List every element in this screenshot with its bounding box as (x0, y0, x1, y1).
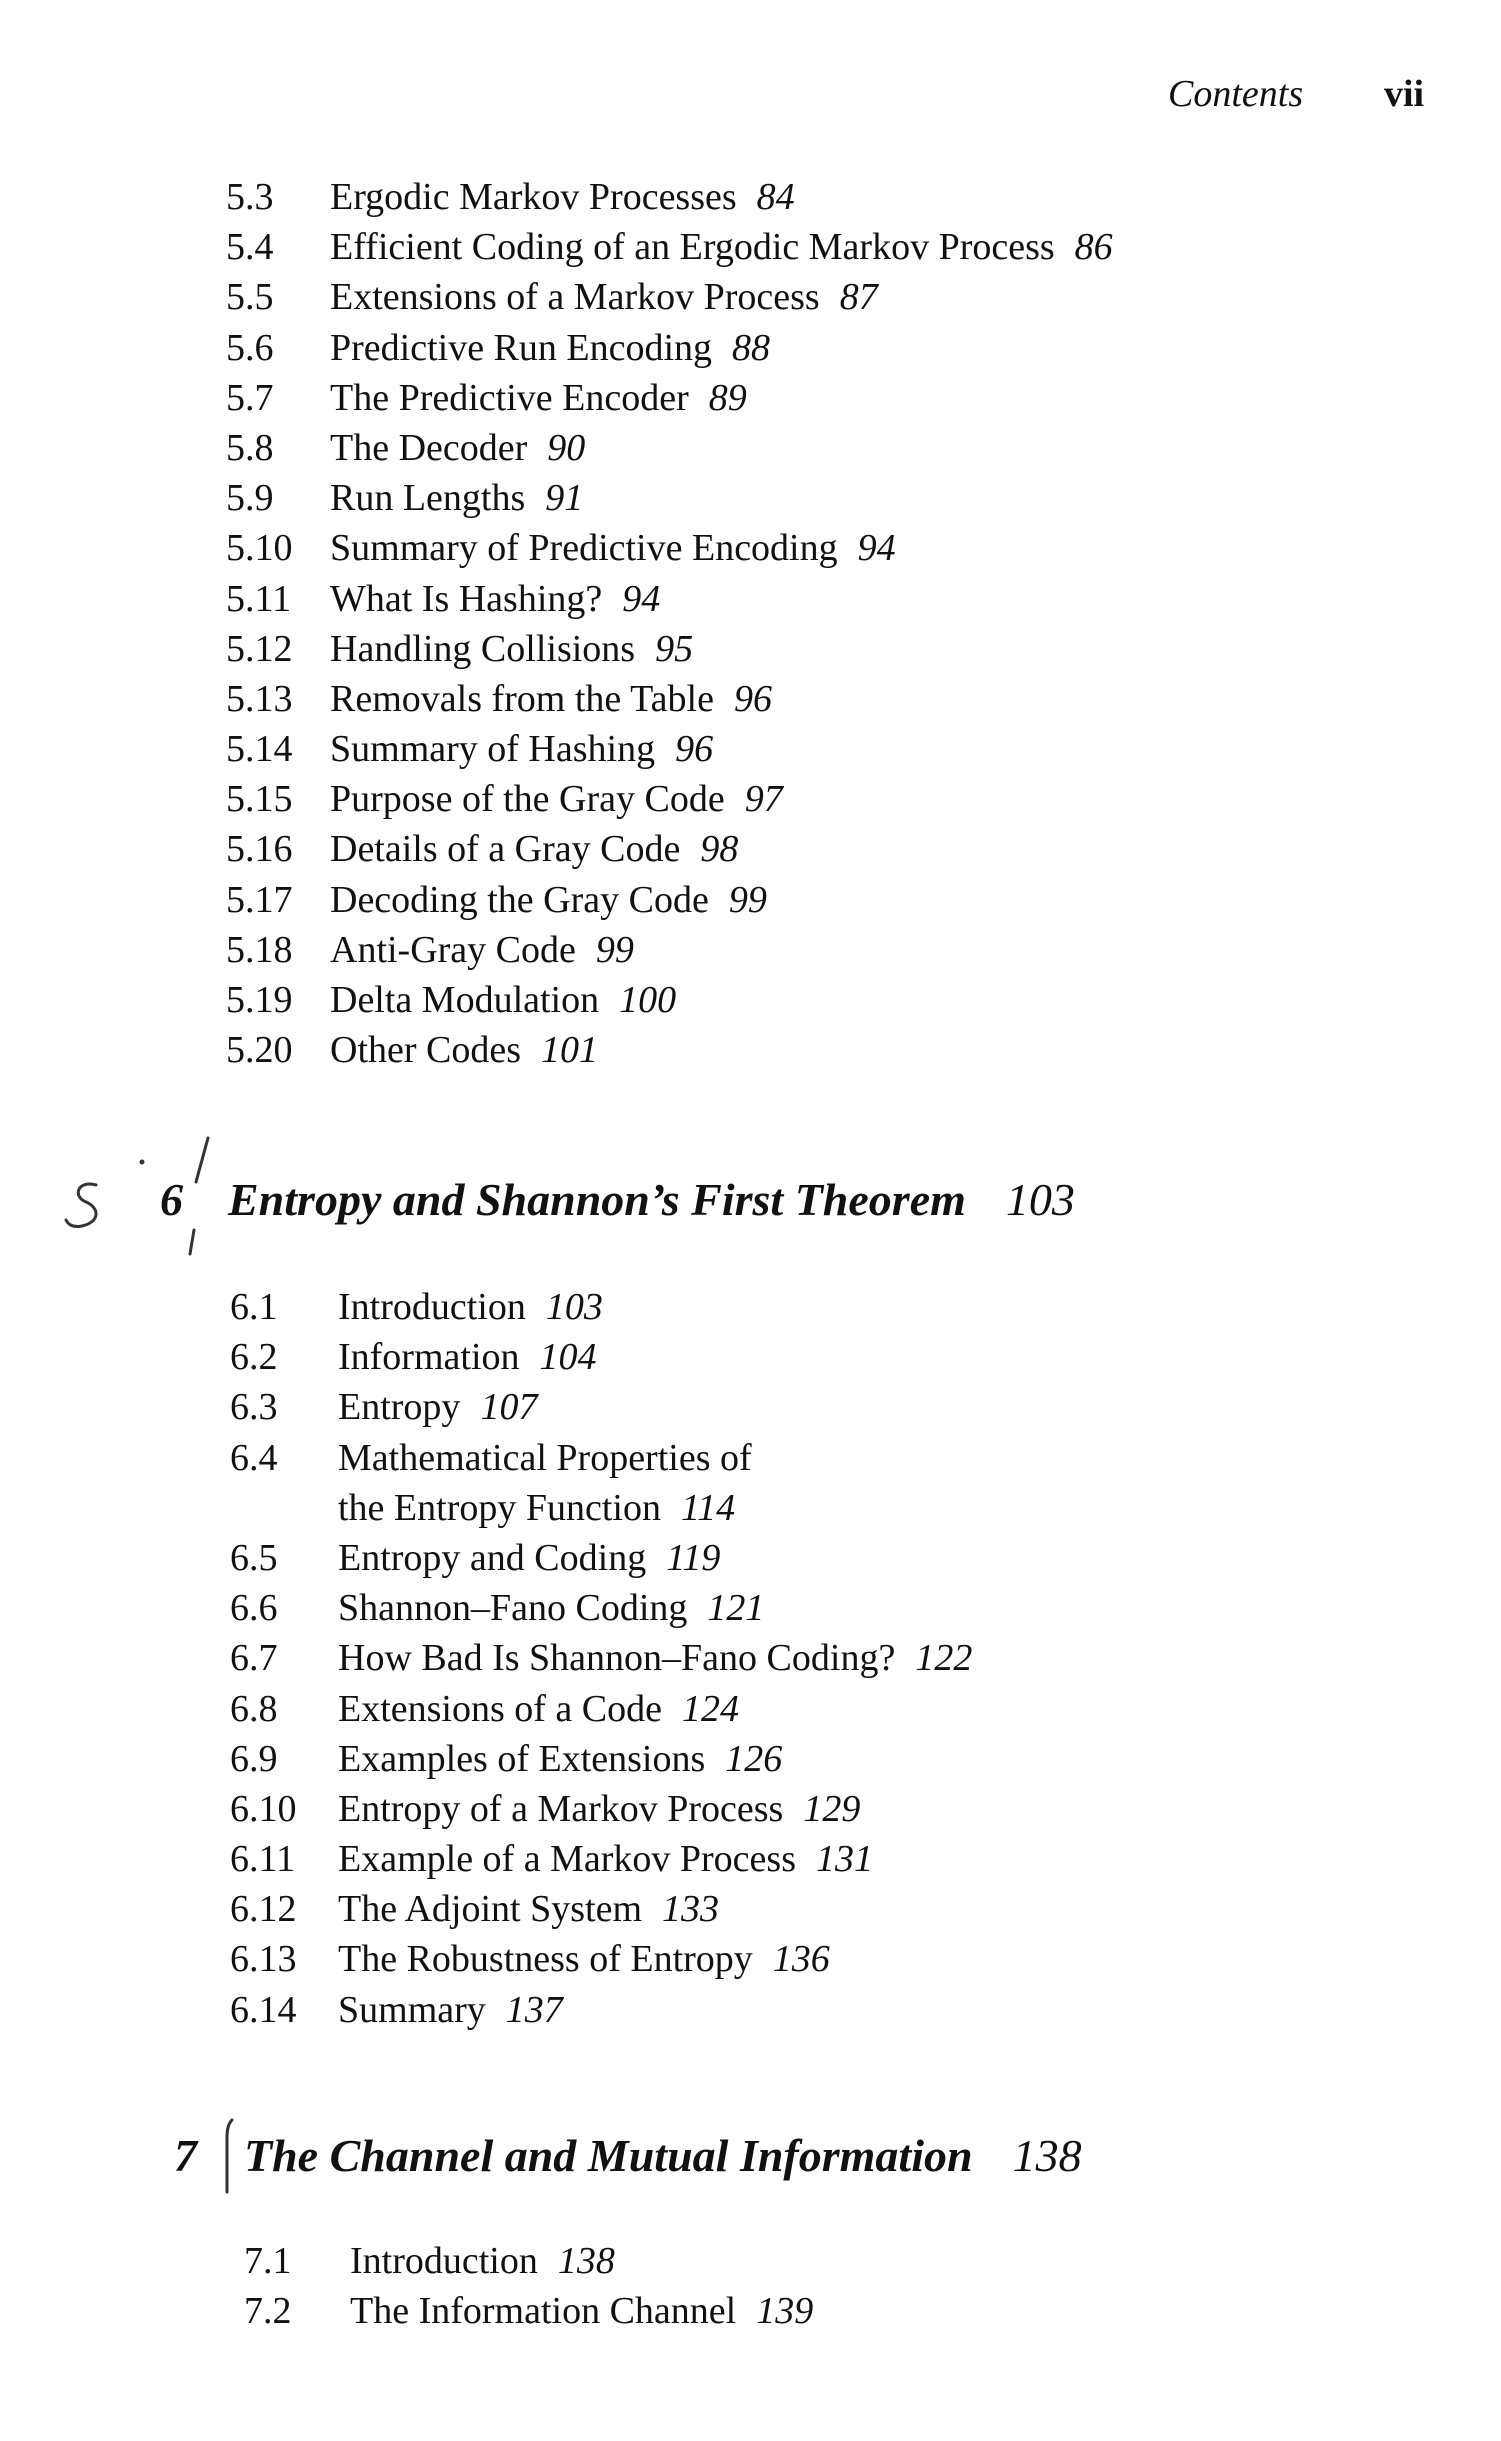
entry-number: 6.8 (230, 1687, 278, 1730)
entry-number: 6.6 (230, 1587, 278, 1630)
entry-title: Mathematical Properties of (338, 1436, 752, 1479)
toc-entry[interactable] (0, 1583, 1501, 1633)
entry-body (338, 1985, 563, 2035)
entry-page: 133 (662, 1888, 719, 1931)
entry-page: 100 (619, 979, 677, 1021)
entry-page: 84 (756, 176, 795, 218)
toc-entry[interactable] (0, 774, 1501, 824)
entry-page: 138 (557, 2240, 615, 2282)
entry-page: 98 (700, 828, 739, 871)
entry-title: Entropy (338, 1386, 461, 1429)
entry-body (338, 1382, 537, 1432)
chapter-6-heading[interactable] (0, 1168, 1501, 1232)
chapter-page: 138 (1012, 2130, 1082, 2181)
entry-title: The Predictive Encoder (330, 376, 689, 419)
toc-entry[interactable] (0, 1633, 1501, 1683)
entry-number: 6.14 (230, 1988, 297, 2031)
entry-number: 5.14 (226, 728, 293, 771)
entry-title: The Robustness of Entropy (338, 1938, 753, 1981)
entry-page: 94 (622, 577, 661, 620)
entry-title-continued-line (338, 1483, 752, 1533)
entry-body (330, 272, 878, 322)
chapter-title-line (244, 2124, 1082, 2188)
entry-page: 88 (732, 326, 771, 369)
toc-entry[interactable] (0, 925, 1501, 975)
entry-title: Entropy of a Markov Process (338, 1787, 784, 1830)
entry-page: 87 (839, 276, 878, 319)
entry-page: 90 (547, 426, 586, 469)
entry-title: Anti-Gray Code (330, 928, 576, 971)
entry-title: Extensions of a Code (338, 1687, 663, 1730)
entry-body (338, 1934, 830, 1984)
entry-title: Delta Modulation (330, 979, 600, 1021)
entry-page: 95 (655, 627, 694, 670)
entry-number: 5.17 (226, 878, 293, 921)
entry-title: Information (338, 1336, 520, 1379)
toc-entry[interactable] (0, 1884, 1501, 1934)
entry-number: 5.13 (226, 677, 293, 720)
toc-entry[interactable] (0, 323, 1501, 373)
entry-page: 96 (733, 677, 772, 720)
entry-page: 103 (545, 1286, 603, 1328)
toc-entry[interactable] (0, 2236, 1501, 2286)
entry-body (330, 423, 585, 473)
entry-title: Introduction (350, 2240, 538, 2282)
toc-section-7-entries (0, 2236, 1501, 2336)
entry-body (330, 724, 713, 774)
entry-number: 5.11 (226, 577, 292, 620)
entry-body (330, 222, 1113, 272)
entry-page: 131 (816, 1838, 873, 1881)
toc-entry[interactable] (0, 1282, 1501, 1332)
toc-entry[interactable] (0, 1533, 1501, 1583)
toc-entry[interactable] (0, 373, 1501, 423)
toc-entry[interactable] (0, 1684, 1501, 1734)
toc-entry[interactable] (0, 523, 1501, 573)
entry-title: Details of a Gray Code (330, 828, 681, 871)
toc-entry[interactable] (0, 1834, 1501, 1884)
entry-page: 124 (682, 1687, 740, 1730)
entry-title: Purpose of the Gray Code (330, 778, 725, 821)
entry-number: 5.19 (226, 979, 293, 1021)
chapter-number: 7 (174, 2130, 197, 2181)
toc-entry[interactable] (0, 1734, 1501, 1784)
entry-title: Decoding the Gray Code (330, 878, 709, 921)
toc-entry[interactable] (0, 1934, 1501, 1984)
entry-number: 6.3 (230, 1386, 278, 1429)
chapter-title: The Channel and Mutual Information (244, 2130, 973, 2181)
entry-number: 5.5 (226, 276, 274, 319)
entry-title: The Information Channel (350, 2290, 737, 2333)
entry-body (350, 2286, 813, 2336)
entry-page: 94 (857, 527, 896, 570)
toc-entry[interactable] (0, 724, 1501, 774)
entry-number: 6.13 (230, 1938, 297, 1981)
entry-body (330, 523, 896, 573)
entry-body (338, 1583, 764, 1633)
entry-body (338, 1784, 860, 1834)
entry-title: The Decoder (330, 426, 528, 469)
toc-entry[interactable] (0, 975, 1501, 1025)
entry-page: 119 (666, 1536, 721, 1579)
entry-number: 5.3 (226, 176, 274, 218)
toc-entry[interactable] (0, 1382, 1501, 1432)
entry-body (330, 824, 738, 874)
entry-page: 97 (744, 778, 783, 821)
entry-number: 6.7 (230, 1637, 278, 1680)
entry-title: Run Lengths (330, 477, 526, 520)
entry-page: 114 (680, 1486, 736, 1529)
entry-page: 91 (545, 477, 584, 520)
entry-page: 136 (772, 1938, 830, 1981)
entry-number: 5.4 (226, 226, 274, 269)
toc-entry[interactable] (0, 624, 1501, 674)
entry-body (330, 975, 676, 1025)
entry-number: 7.1 (244, 2240, 292, 2282)
entry-page: 89 (708, 376, 747, 419)
running-head (0, 72, 1501, 122)
page-number: vii (1384, 73, 1425, 115)
entry-body (330, 624, 693, 674)
toc-entry[interactable] (0, 2286, 1501, 2336)
entry-number: 7.2 (244, 2290, 292, 2333)
chapter-title: Entropy and Shannon’s First Theorem (228, 1174, 966, 1225)
entry-page: 137 (505, 1988, 563, 2031)
entry-page: 101 (541, 1029, 599, 1072)
entry-number: 5.15 (226, 778, 293, 821)
toc-entry[interactable] (0, 674, 1501, 724)
chapter-title-line (228, 1168, 1075, 1232)
entry-body (330, 473, 583, 523)
entry-page: 121 (707, 1587, 765, 1630)
entry-body (330, 674, 772, 724)
entry-body (338, 1834, 873, 1884)
toc-entry[interactable] (0, 272, 1501, 322)
entry-title: Ergodic Markov Processes (330, 176, 737, 218)
entry-title: Predictive Run Encoding (330, 326, 713, 369)
handwritten-annotation-mark (48, 1130, 218, 1260)
entry-title-continued: the Entropy Function (338, 1486, 661, 1529)
entry-number: 5.9 (226, 477, 274, 520)
entry-body (330, 875, 767, 925)
entry-title: Summary (338, 1988, 486, 2031)
entry-number: 5.12 (226, 627, 293, 670)
running-head-title: Contents (1168, 73, 1304, 115)
entry-body (330, 172, 795, 222)
entry-number: 6.1 (230, 1286, 278, 1328)
entry-body (338, 1684, 739, 1734)
entry-number: 5.18 (226, 928, 293, 971)
toc-entry[interactable] (0, 1784, 1501, 1834)
entry-number: 5.10 (226, 527, 293, 570)
entry-title: What Is Hashing? (330, 577, 603, 620)
entry-title: Handling Collisions (330, 627, 636, 670)
entry-body (338, 1332, 597, 1382)
entry-page: 139 (756, 2290, 814, 2333)
entry-number: 6.9 (230, 1737, 278, 1780)
entry-body (338, 1633, 972, 1683)
entry-number: 6.10 (230, 1787, 297, 1830)
entry-number: 5.8 (226, 426, 274, 469)
chapter-number: 6 (160, 1174, 183, 1225)
entry-body (338, 1884, 719, 1934)
entry-number: 5.20 (226, 1029, 293, 1072)
entry-title: Removals from the Table (330, 677, 714, 720)
entry-title: How Bad Is Shannon–Fano Coding? (338, 1637, 896, 1680)
entry-number: 5.16 (226, 828, 293, 871)
entry-title: Shannon–Fano Coding (338, 1587, 688, 1630)
toc-section-6-entries (0, 1282, 1501, 2035)
toc-entry[interactable] (0, 1025, 1501, 1075)
entry-page: 99 (728, 878, 767, 921)
entry-body (350, 2236, 615, 2286)
toc-section-5-entries (0, 172, 1501, 1075)
chapter-page: 103 (1005, 1174, 1075, 1225)
entry-title: Example of a Markov Process (338, 1838, 796, 1881)
entry-number: 6.2 (230, 1336, 278, 1379)
entry-number: 6.5 (230, 1536, 278, 1579)
entry-title: Entropy and Coding (338, 1536, 647, 1579)
entry-page: 96 (675, 728, 714, 771)
entry-number: 6.4 (230, 1436, 278, 1479)
toc-entry[interactable] (0, 172, 1501, 222)
entry-title: Examples of Extensions (338, 1737, 706, 1780)
entry-body (330, 1025, 598, 1075)
toc-entry[interactable] (0, 574, 1501, 624)
entry-title: Extensions of a Markov Process (330, 276, 820, 319)
toc-entry[interactable] (0, 423, 1501, 473)
toc-entry[interactable] (0, 1985, 1501, 2035)
entry-title: Introduction (338, 1286, 526, 1328)
toc-entry[interactable] (0, 824, 1501, 874)
entry-body (338, 1734, 782, 1784)
toc-entry[interactable] (0, 1332, 1501, 1382)
entry-title: Efficient Coding of an Ergodic Markov Process (330, 226, 1055, 269)
entry-page: 107 (480, 1386, 538, 1429)
entry-page: 86 (1074, 226, 1113, 269)
entry-body (330, 373, 747, 423)
entry-page: 99 (595, 928, 634, 971)
entry-page: 129 (803, 1787, 861, 1830)
entry-page: 104 (539, 1336, 597, 1379)
entry-page: 122 (915, 1637, 973, 1680)
entry-title: The Adjoint System (338, 1888, 642, 1931)
entry-number: 5.6 (226, 326, 274, 369)
toc-entry[interactable] (0, 473, 1501, 523)
entry-body (338, 1533, 720, 1583)
entry-body (330, 574, 660, 624)
entry-title: Summary of Hashing (330, 728, 656, 771)
entry-body (338, 1282, 603, 1332)
entry-title: Summary of Predictive Encoding (330, 527, 838, 570)
entry-number: 6.11 (230, 1838, 296, 1881)
entry-number: 6.12 (230, 1888, 297, 1931)
entry-body (330, 323, 770, 373)
entry-number: 5.7 (226, 376, 274, 419)
entry-body (330, 925, 634, 975)
entry-body (330, 774, 783, 824)
toc-entry[interactable] (0, 222, 1501, 272)
entry-page: 126 (725, 1737, 783, 1780)
toc-entry[interactable] (0, 875, 1501, 925)
handwritten-annotation-bar (218, 2114, 242, 2198)
entry-title: Other Codes (330, 1029, 522, 1072)
entry-body (338, 1433, 752, 1533)
toc-entry[interactable] (0, 1433, 1501, 1533)
